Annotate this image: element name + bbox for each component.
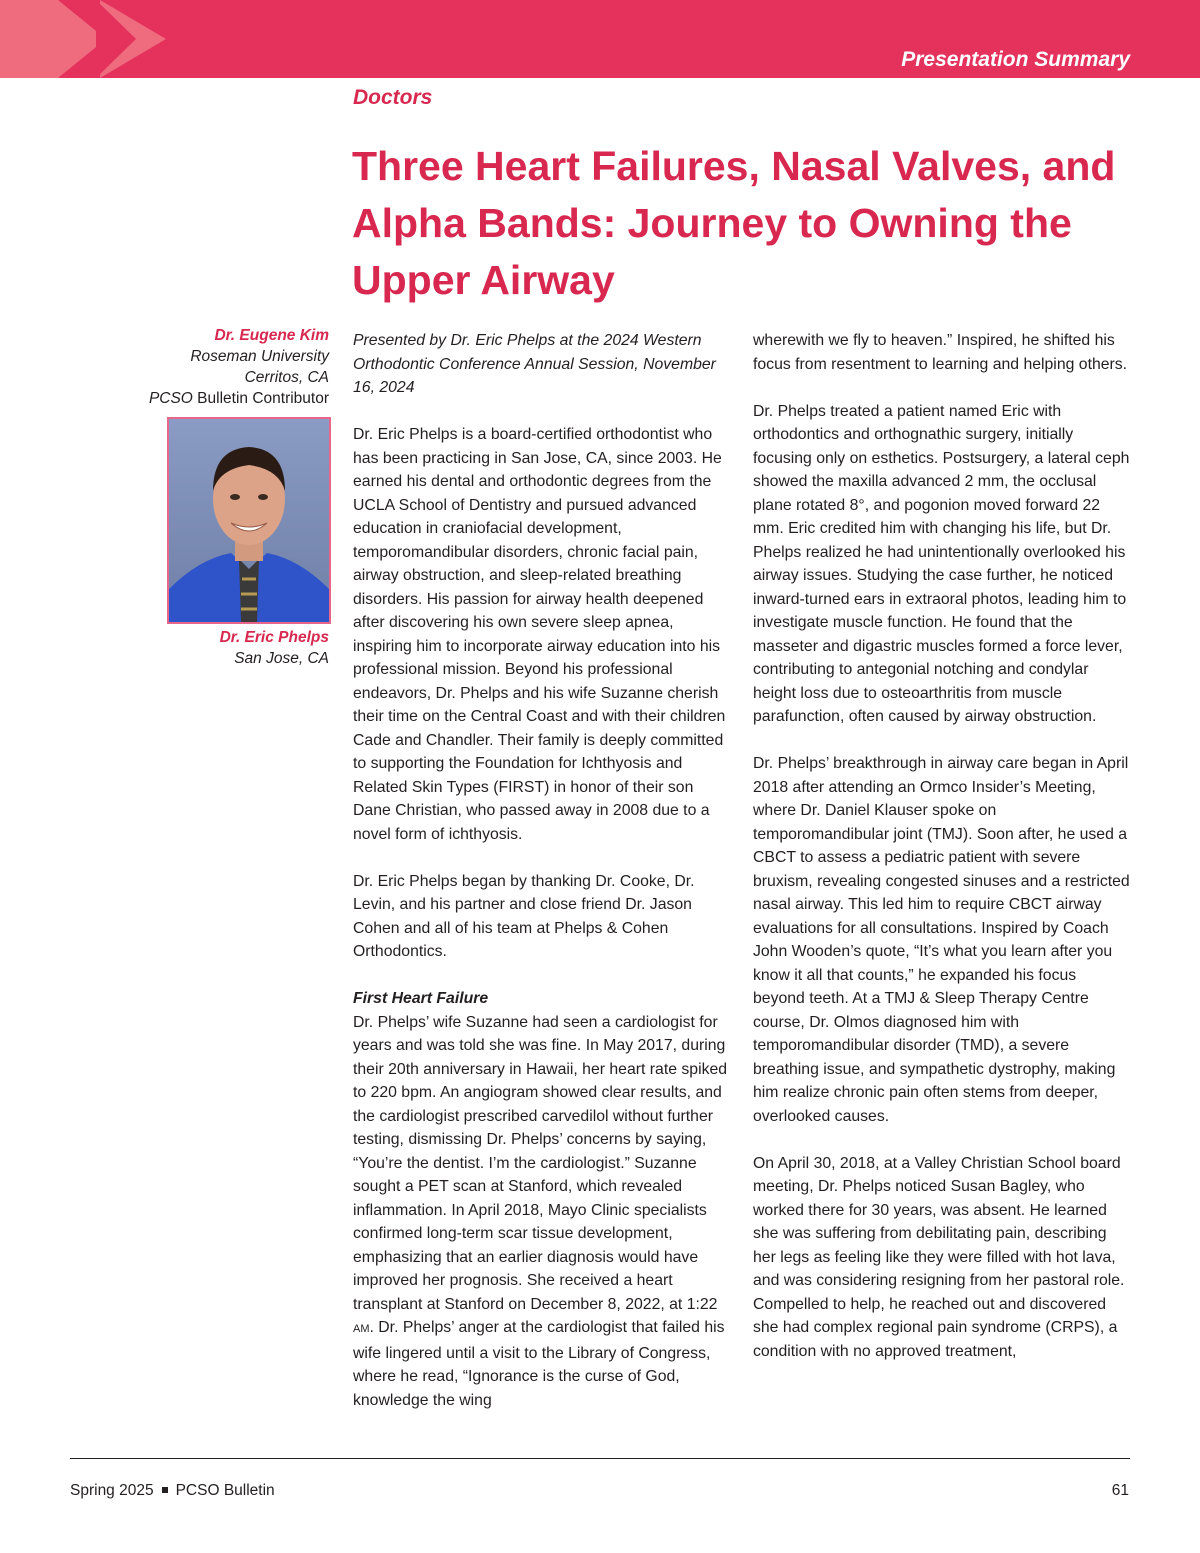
contributor-role: PCSO Bulletin Contributor [148, 390, 329, 407]
body-paragraph: First Heart Failure Dr. Phelps’ wife Suzanne had seen a cardiologist for years and was told she was fine. In May 2017, during their 20th anniversary in Hawaii, her heart rate spiked to 220 bpm. An angiogram showed clear results, and the cardiologist prescribed carvedilol without further testing, dismissing Dr. Phelps’ concerns by saying, “You’re the dentist. I’m the cardiologist.” Suzanne sought a PET scan at Stanford, which revealed inflammation. In April 2018, Mayo Clinic specialists confirmed long-term scar tissue development, emphasizing that an earlier diagnosis would have improved her prognosis. She received a heart transplant at Stanford on December 8, 2022, at 1:22 AM. Dr. Phelps’ anger at the cardiologist that failed his wife lingered until a visit to the Library of Congress, where he read, “Ignorance is the curse of God, knowledge the wing [353, 987, 731, 1412]
contributor-affiliation: Roseman University [190, 348, 329, 365]
chevron-decoration [0, 0, 58, 78]
chevron-decoration [96, 0, 136, 78]
body-paragraph: wherewith we fly to heaven.” Inspired, he shifted his focus from resentment to learning and helping others. [753, 332, 1128, 373]
header-banner [0, 0, 1200, 78]
presenter-name: Dr. Eric Phelps [219, 629, 329, 646]
banner-title: Presentation Summary [901, 48, 1130, 71]
contributor-name: Dr. Eugene Kim [214, 327, 329, 344]
portrait-image [169, 419, 329, 622]
body-paragraph: Dr. Eric Phelps is a board-certified orthodontist who has been practicing in San Jose, CA, since 2003. He earned his dental and orthodontic degrees from the UCLA School of Dentistry and pursued advanced education in craniofacial development, temporomandibular disorders, chronic facial pain, airway obstruction, and sleep-related breathing disorders. His passion for airway health deepened after discovering his own severe sleep apnea, inspiring him to incorporate airway education into his professional mission. Beyond his professional endeavors, Dr. Phelps and his wife Suzanne cherish their time on the Central Coast and with their children Cade and Chandler. Their family is deeply committed to supporting the Foundation for Ichthyosis and Related Skin Types (FIRST) in honor of their son Dane Christian, who passed away in 2008 due to a novel form of ichthyosis. [353, 426, 726, 843]
body-paragraph: Dr. Phelps’ breakthrough in airway care began in April 2018 after attending an Ormco Insider’s Meeting, where Dr. Daniel Klauser spoke on temporomandibular joint (TMJ). Soon after, he used a CBCT to assess a pediatric patient with severe bruxism, revealing congested sinuses and a restricted nasal airway. This led him to require CBCT airway evaluations for all consultations. Inspired by Coach John Wooden’s quote, “It’s what you learn after you know it all that counts,” he expanded his focus beyond teeth. At a TMJ & Sleep Therapy Centre course, Dr. Olmos diagnosed him with temporomandibular disorder (TMD), a severe breathing issue, and sympathetic dystrophy, making him realize chronic pain often stems from deeper, overlooked causes. [753, 755, 1130, 1125]
presenter-photo [167, 417, 331, 624]
article-column-2 [753, 329, 1131, 1387]
footer-issue: Spring 2025 PCSO Bulletin [70, 1482, 275, 1499]
presenter-location: San Jose, CA [234, 650, 329, 667]
presenter-byline [120, 627, 329, 669]
section-label: Doctors [353, 86, 433, 109]
page-number: 61 [1111, 1482, 1129, 1499]
subheading: First Heart Failure [353, 990, 489, 1007]
article-headline: Three Heart Failures, Nasal Valves, and Alpha Bands: Journey to Owning the Upper Airway [352, 143, 1116, 303]
body-paragraph: Dr. Eric Phelps began by thanking Dr. Cooke, Dr. Levin, and his partner and close friend Dr. Jason Cohen and all of his team at Phelps & Cohen Orthodontics. [353, 872, 695, 960]
body-paragraph: On April 30, 2018, at a Valley Christian School board meeting, Dr. Phelps noticed Susan Bagley, who worked there for 30 years, was absent. He learned she was suffering from debilitating pain, describing her legs as feeling like they were filled with hot lava, and was considering resigning from her pastoral role. Compelled to help, he reached out and discovered she had complex regional pain syndrome (CRPS), a condition with no approved treatment, [753, 1154, 1125, 1360]
body-paragraph: Dr. Phelps treated a patient named Eric with orthodontics and orthognathic surgery, initially focusing only on esthetics. Postsurgery, a lateral ceph showed the maxilla advanced 2 mm, the occlusal plane rotated 8°, and pogonion moved forward 22 mm. Eric credited him with changing his life, but Dr. Phelps realized he had unintentionally overlooked his airway issues. Studying the case further, he noticed inward-turned ears in extraoral photos, leading him to investigate muscle function. He found that the masseter and digastric muscles formed a force lever, contributing to antegonial notching and condylar height loss due to osteoarthritis from muscle parafunction, often caused by airway obstruction. [753, 402, 1130, 725]
article-column-1 [353, 329, 731, 1436]
contributor-byline [120, 325, 329, 409]
footer-divider [70, 1458, 1130, 1459]
bullet-square-icon [162, 1487, 168, 1493]
presentation-note: Presented by Dr. Eric Phelps at the 2024 Western Orthodontic Conference Annual Session, November 16, 2024 [353, 332, 716, 396]
contributor-location: Cerritos, CA [244, 369, 329, 386]
